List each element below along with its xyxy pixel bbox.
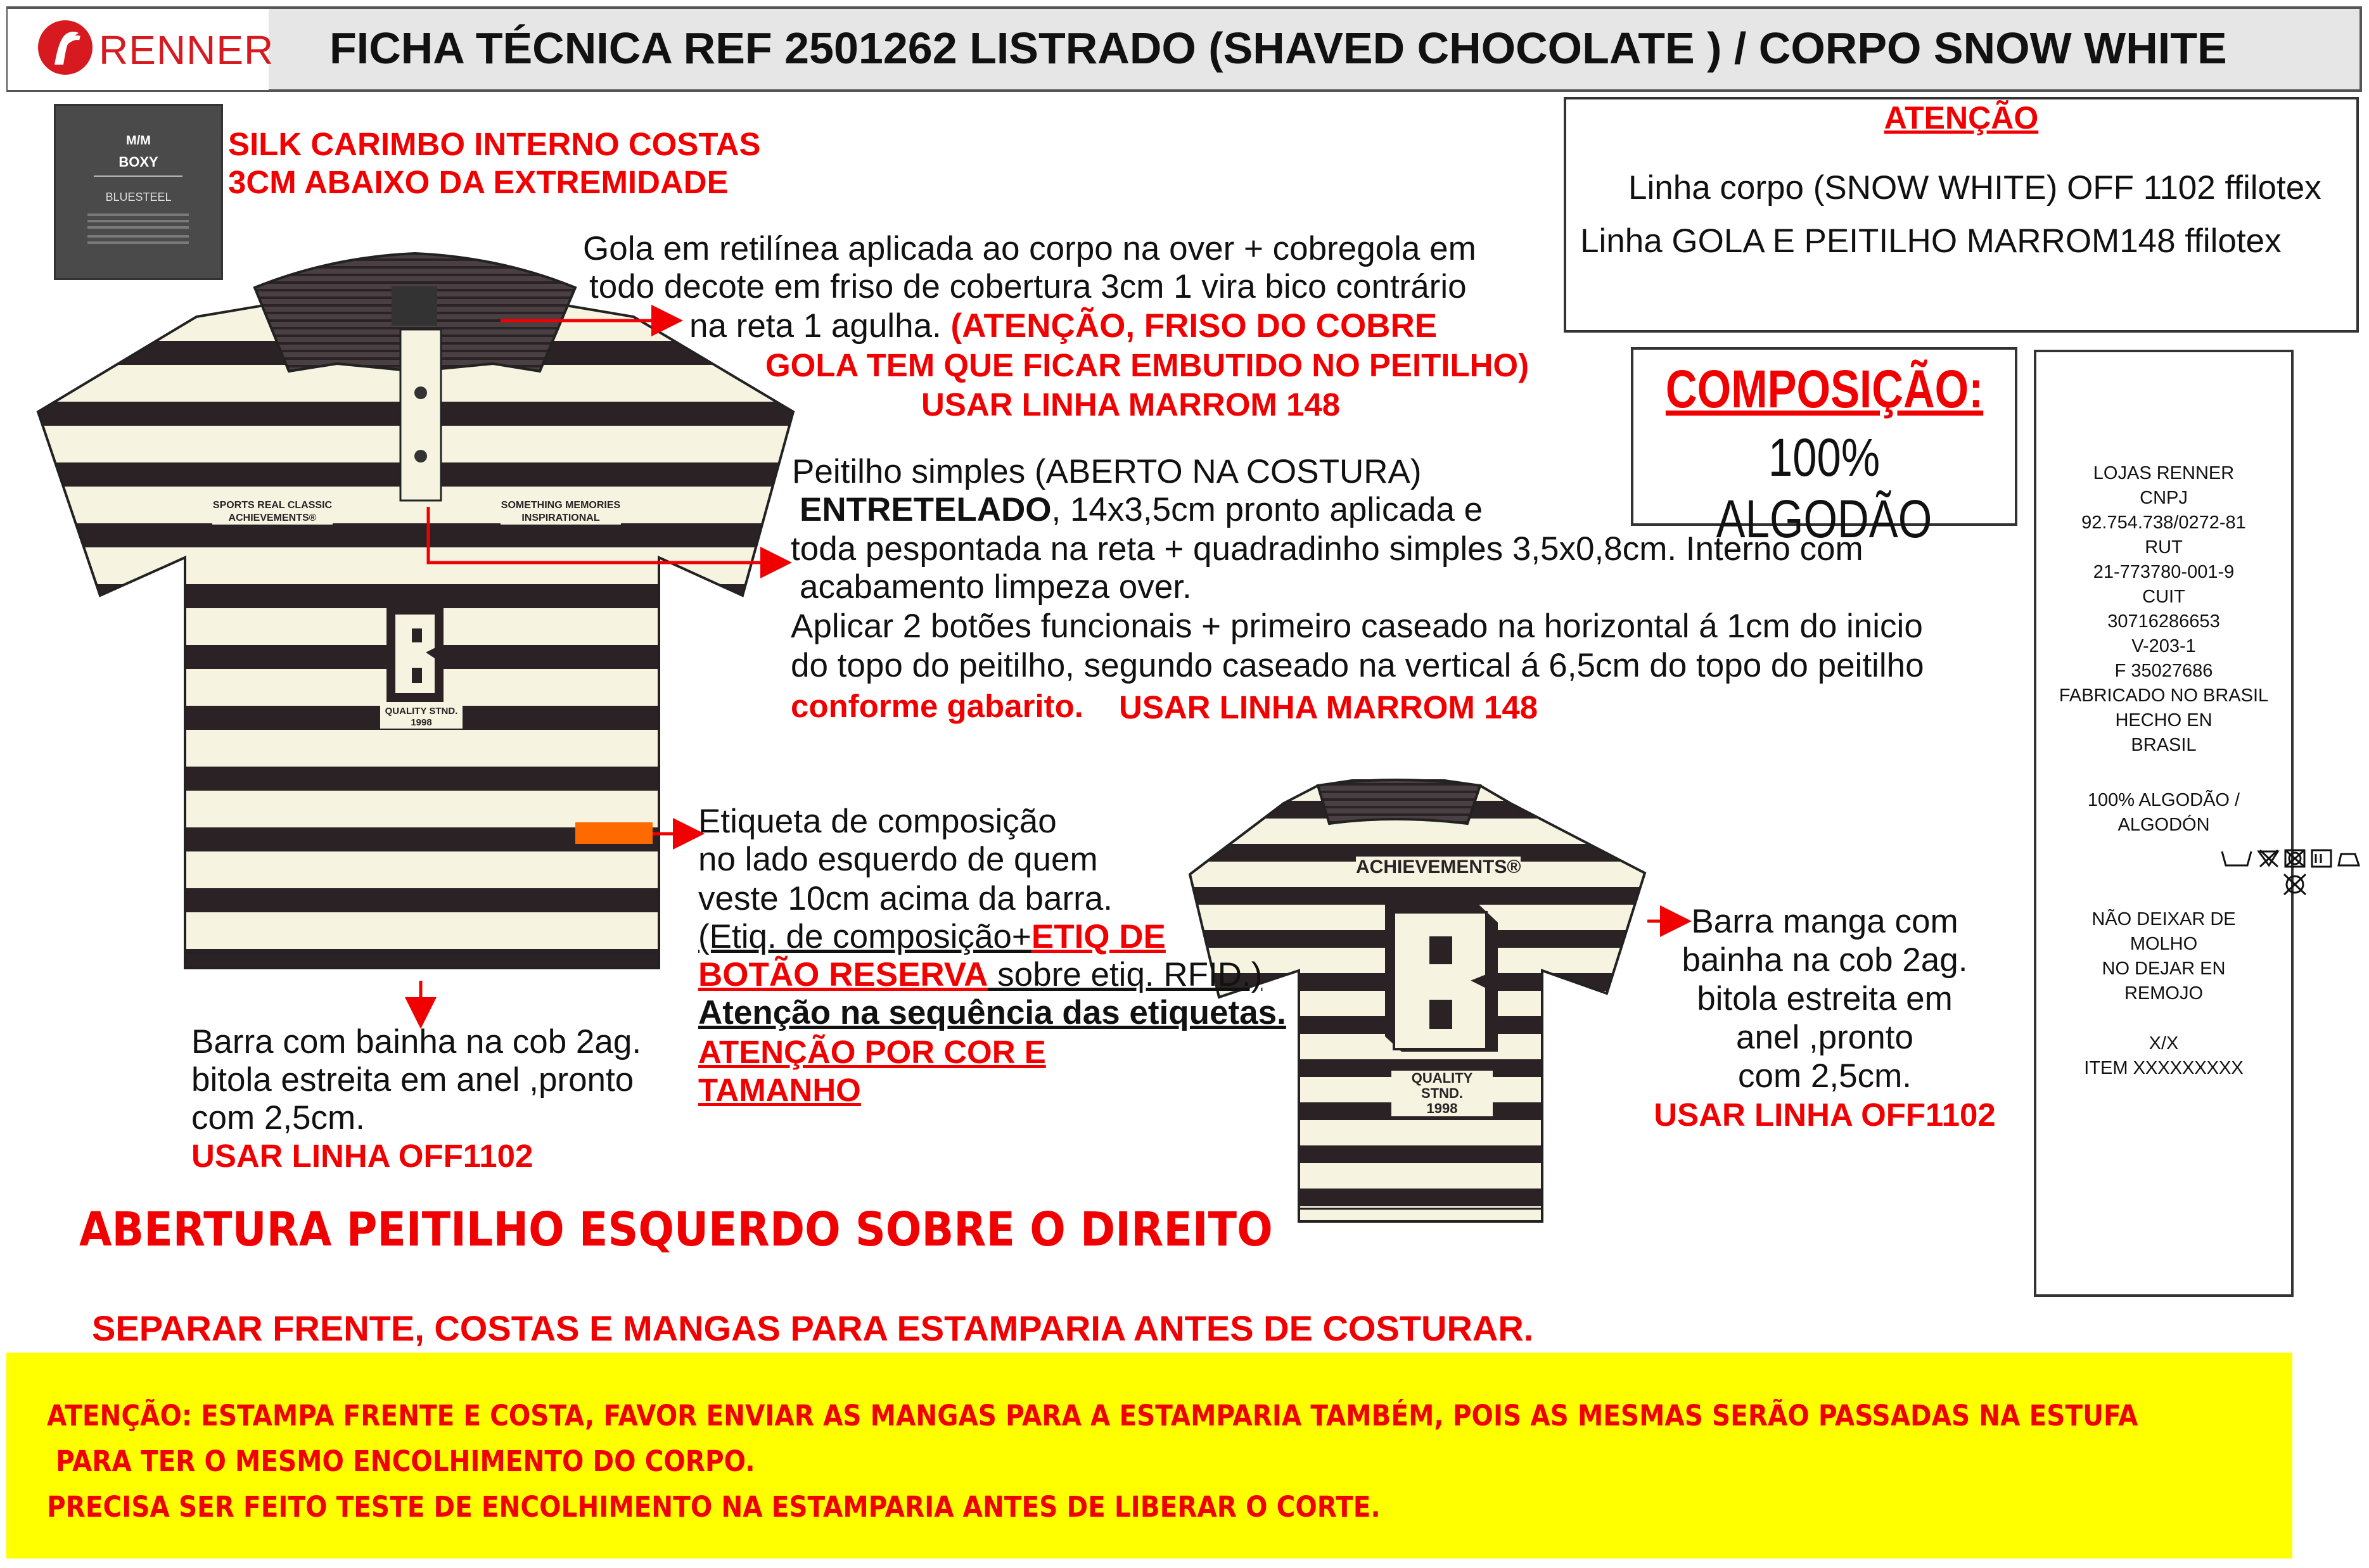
care-line: LOJAS RENNER bbox=[2093, 463, 2235, 483]
front-print-right-2: INSPIRATIONAL bbox=[521, 513, 600, 523]
care-line: CNPJ bbox=[2140, 488, 2188, 508]
placket-note-3: toda pespontada na reta + quadradinho simples 3,5x0,8cm. Interno com bbox=[791, 530, 1863, 568]
sleeve-note-2: bainha na cob 2ag. bbox=[1682, 941, 1968, 979]
care-line: ALGODÓN bbox=[2117, 815, 2210, 835]
label-note-2: no lado esquerdo de quem bbox=[698, 841, 1098, 878]
front-print-footer-2: 1998 bbox=[411, 717, 432, 728]
care-line: BRASIL bbox=[2131, 735, 2197, 755]
back-print-number-icon bbox=[1385, 903, 1498, 1052]
care-line: NO DEJAR EN bbox=[2102, 959, 2226, 979]
sleeve-note bbox=[1647, 902, 2002, 1134]
label-note-7: ATENÇÃO POR COR E bbox=[698, 1034, 1046, 1070]
back-print-footer bbox=[1391, 1071, 1493, 1116]
separate-note: SEPARAR FRENTE, COSTAS E MANGAS PARA ESTAMPARIA ANTES DE COSTURAR. bbox=[92, 1308, 1534, 1348]
button-icon bbox=[414, 450, 427, 462]
care-line: F 35027686 bbox=[2114, 661, 2213, 681]
attention-line-2: Linha GOLA E PEITILHO MARROM148 ffilotex bbox=[1580, 222, 2282, 260]
sleeve-note-1: Barra manga com bbox=[1691, 903, 1958, 940]
front-print-right-1: SOMETHING MEMORIES bbox=[501, 500, 621, 511]
composition-value: 100% ALGODÃO bbox=[1716, 428, 1932, 549]
composition-label-marker bbox=[575, 822, 653, 844]
collar-note-3 bbox=[689, 307, 1437, 346]
placket-note-7a: conforme gabarito. bbox=[791, 688, 1083, 724]
label-note-4 bbox=[698, 917, 1166, 957]
care-line: RUT bbox=[2145, 537, 2183, 558]
placket-note-6: do topo do peitilho, segundo caseado na vertical á 6,5cm do topo do peitilho bbox=[791, 647, 1924, 684]
collar-note-4: GOLA TEM QUE FICAR EMBUTIDO NO PEITILHO) bbox=[765, 347, 1529, 383]
care-line: HECHO EN bbox=[2115, 710, 2213, 730]
attention-line-1: Linha corpo (SNOW WHITE) OFF 1102 ffilotex bbox=[1628, 169, 2321, 207]
label-note-5b: sobre etiq. RFID.) bbox=[988, 956, 1263, 993]
sleeve-note-5: com 2,5cm. bbox=[1738, 1057, 1912, 1095]
hem-note-2: bitola estreita em anel ,pronto bbox=[191, 1061, 634, 1099]
label-note-8: TAMANHO bbox=[698, 1072, 861, 1108]
back-print-footer-1: QUALITY STND. bbox=[1411, 1070, 1473, 1101]
collar-note-1: Gola em retilínea aplicada ao corpo na over + cobregola em bbox=[583, 230, 1476, 267]
back-print-top: ACHIEVEMENTS® bbox=[1356, 857, 1521, 877]
label-note-4b: ETIQ DE bbox=[1031, 918, 1166, 955]
collar-note-3b: (ATENÇÃO, FRISO DO COBRE bbox=[950, 307, 1438, 345]
care-line: 21-773780-001-9 bbox=[2093, 562, 2235, 582]
placket-note-2a: ENTRETELADO bbox=[800, 491, 1052, 528]
label-note-5a: BOTÃO RESERVA bbox=[698, 956, 988, 993]
front-print-left-2: ACHIEVEMENTS® bbox=[228, 513, 317, 523]
front-print-left bbox=[212, 499, 333, 525]
back-print-footer-2: 1998 bbox=[1426, 1100, 1458, 1116]
composition-title: COMPOSIÇÃO: bbox=[1665, 359, 1984, 419]
front-print-left-1: SPORTS REAL CLASSIC bbox=[212, 500, 333, 511]
warning-line-3: PRECISA SER FEITO TESTE DE ENCOLHIMENTO NA ESTAMPARIA ANTES DE LIBERAR O CORTE. bbox=[47, 1490, 1381, 1524]
sleeve-note-4: anel ,pronto bbox=[1736, 1019, 1913, 1056]
back-collar bbox=[1318, 780, 1480, 824]
care-line: CUIT bbox=[2142, 587, 2185, 607]
placket-note-1: Peitilho simples (ABERTO NA COSTURA) bbox=[792, 453, 1422, 490]
care-line: MOLHO bbox=[2130, 934, 2198, 954]
placket-note-5: Aplicar 2 botões funcionais + primeiro caseado na horizontal á 1cm do inicio bbox=[791, 608, 1923, 645]
label-note-4a: (Etiq. de composição+ bbox=[698, 918, 1031, 955]
front-print-number-icon bbox=[386, 606, 444, 702]
care-line: 100% ALGODÃO / bbox=[2087, 790, 2240, 810]
care-line: X/X bbox=[2149, 1033, 2179, 1054]
placket bbox=[400, 329, 441, 500]
attention-title: ATENÇÃO bbox=[1884, 100, 2039, 136]
placket-note-4: acabamento limpeza over. bbox=[800, 568, 1192, 606]
front-print-right bbox=[501, 499, 621, 525]
warning-line-1: ATENÇÃO: ESTAMPA FRENTE E COSTA, FAVOR ENVIAR AS MANGAS PARA A ESTAMPARIA TAMBÉM, POIS AS MESMAS SERÃO PASSADAS NA ESTUFA bbox=[47, 1399, 2138, 1432]
care-line: 92.754.738/0272-81 bbox=[2081, 513, 2246, 533]
warning-line-2: PARA TER O MESMO ENCOLHIMENTO DO CORPO. bbox=[56, 1444, 755, 1478]
page-title: FICHA TÉCNICA REF 2501262 LISTRADO (SHAVED CHOCOLATE ) / CORPO SNOW WHITE bbox=[329, 23, 2227, 73]
care-line: NÃO DEIXAR DE bbox=[2091, 909, 2236, 929]
label-note-5 bbox=[698, 955, 1262, 995]
placket-note-2 bbox=[800, 490, 1483, 530]
button-icon bbox=[414, 386, 427, 399]
label-note-3: veste 10cm acima da barra. bbox=[698, 880, 1113, 917]
brand-name: RENNER bbox=[99, 27, 274, 73]
tag-note-line-2: 3CM ABAIXO DA EXTREMIDADE bbox=[228, 164, 729, 200]
collar-note-3a: na reta 1 agulha. bbox=[689, 307, 951, 345]
hem-note-1: Barra com bainha na cob 2ag. bbox=[191, 1023, 642, 1061]
sleeve-note-6: USAR LINHA OFF1102 bbox=[1654, 1097, 1996, 1133]
front-print-footer-1: QUALITY STND. bbox=[385, 706, 458, 717]
care-line: 30716286653 bbox=[2107, 611, 2220, 632]
tag-note-line-1: SILK CARIMBO INTERNO COSTAS bbox=[228, 126, 761, 162]
sleeve-note-3: bitola estreita em bbox=[1697, 980, 1953, 1017]
care-line: REMOJO bbox=[2124, 983, 2204, 1004]
opening-note: ABERTURA PEITILHO ESQUERDO SOBRE O DIREITO bbox=[79, 1202, 1273, 1257]
care-line: FABRICADO NO BRASIL bbox=[2059, 685, 2269, 706]
hem-note-4: USAR LINHA OFF1102 bbox=[191, 1138, 533, 1174]
care-line: ITEM XXXXXXXXX bbox=[2084, 1058, 2244, 1078]
tag-line-3: BLUESTEEL bbox=[105, 191, 172, 203]
collar-note-5: USAR LINHA MARROM 148 bbox=[921, 386, 1341, 423]
label-note-6: Atenção na sequência das etiquetas. bbox=[698, 994, 1286, 1031]
label-note-1: Etiqueta de composição bbox=[698, 803, 1057, 840]
neck-tag-icon bbox=[392, 286, 437, 326]
care-line: V-203-1 bbox=[2131, 636, 2196, 656]
hem-note-3: com 2,5cm. bbox=[191, 1099, 365, 1137]
placket-note-7b: USAR LINHA MARROM 148 bbox=[1119, 689, 1538, 725]
tag-line-2: BOXY bbox=[118, 154, 158, 170]
placket-note-2b: , 14x3,5cm pronto aplicada e bbox=[1051, 491, 1483, 528]
collar-note-2: todo decote em friso de cobertura 3cm 1 vira bico contrário bbox=[589, 268, 1467, 305]
tag-line-1: M/M bbox=[126, 134, 151, 148]
front-print-footer bbox=[380, 706, 463, 729]
